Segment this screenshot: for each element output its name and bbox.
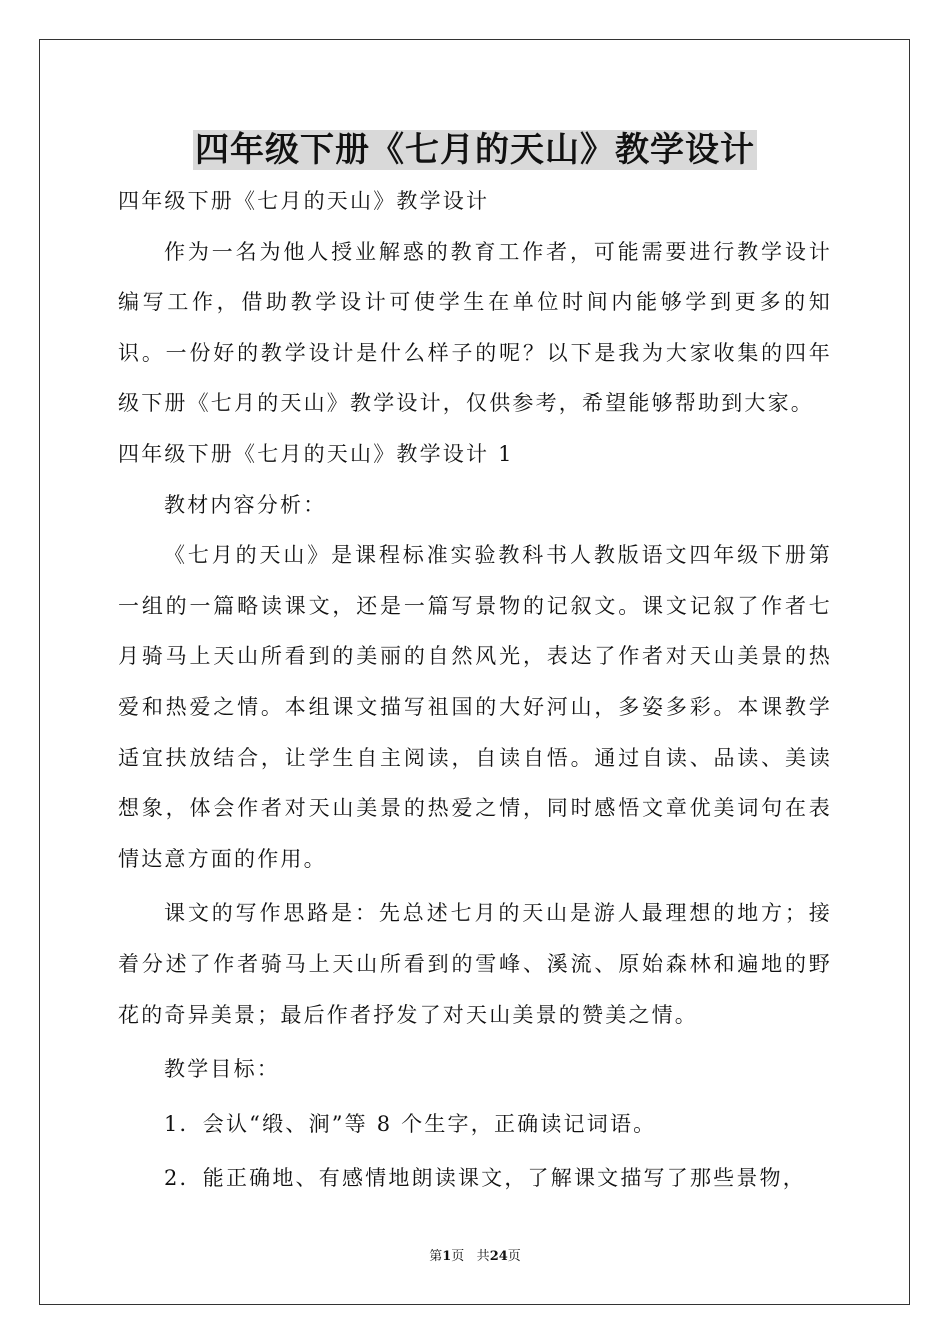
- paragraph-goal-2: 2．能正确地、有感情地朗读课文，了解课文描写了那些景物，: [164, 1166, 806, 1191]
- paragraph-subtitle: 四年级下册《七月的天山》教学设计: [118, 189, 490, 213]
- document-title: [0, 125, 950, 175]
- total-pages: 24: [489, 1249, 508, 1264]
- paragraph-structure: 课文的写作思路是：先总述七月的天山是游人最理想的地方；接着分述了作者骑马上天山所看到的雪峰、溪流、原始森林和遍地的野花的奇异美景；最后作者抒发了对天山美景的赞美之情。: [118, 901, 832, 1027]
- paragraph-analysis-label: 教材内容分析：: [164, 492, 327, 517]
- paragraph-analysis: 《七月的天山》是课程标准实验教科书人教版语文四年级下册第一组的一篇略读课文，还是一篇写景物的记叙文。课文记叙了作者七月骑马上天山所看到的美丽的自然风光，表达了作者对天山美景的热爱和热爱之情。本组课文描写祖国的大好河山，多姿多彩。本课教学适宜扶放结合，让学生自主阅读，自读自悟。通过自读、品读、美读想象，体会作者对天山美景的热爱之情，同时感悟文章优美词句在表情达意方面的作用。: [118, 543, 832, 871]
- paragraph-goal-1: 1．会认“缎、涧”等 8 个生字，正确读记词语。: [164, 1111, 657, 1136]
- page-label-suffix: 页: [451, 1249, 465, 1264]
- total-label-prefix: 共: [476, 1249, 490, 1264]
- page-number: 1: [442, 1249, 452, 1264]
- document-title-text: 四年级下册《七月的天山》教学设计: [195, 130, 755, 170]
- paragraph-intro: 作为一名为他人授业解惑的教育工作者，可能需要进行教学设计编写工作，借助教学设计可使学生在单位时间内能够学到更多的知识。一份好的教学设计是什么样子的呢？以下是我为大家收集的四年级下册《七月的天山》教学设计，仅供参考，希望能够帮助到大家。: [118, 239, 832, 416]
- total-label-suffix: 页: [507, 1249, 521, 1264]
- paragraph-goals-label: 教学目标：: [164, 1057, 280, 1082]
- page-label-prefix: 第: [429, 1249, 443, 1264]
- document-body: [118, 176, 832, 1204]
- section-heading: 四年级下册《七月的天山》教学设计 1: [118, 441, 514, 466]
- page-footer: [0, 1248, 950, 1266]
